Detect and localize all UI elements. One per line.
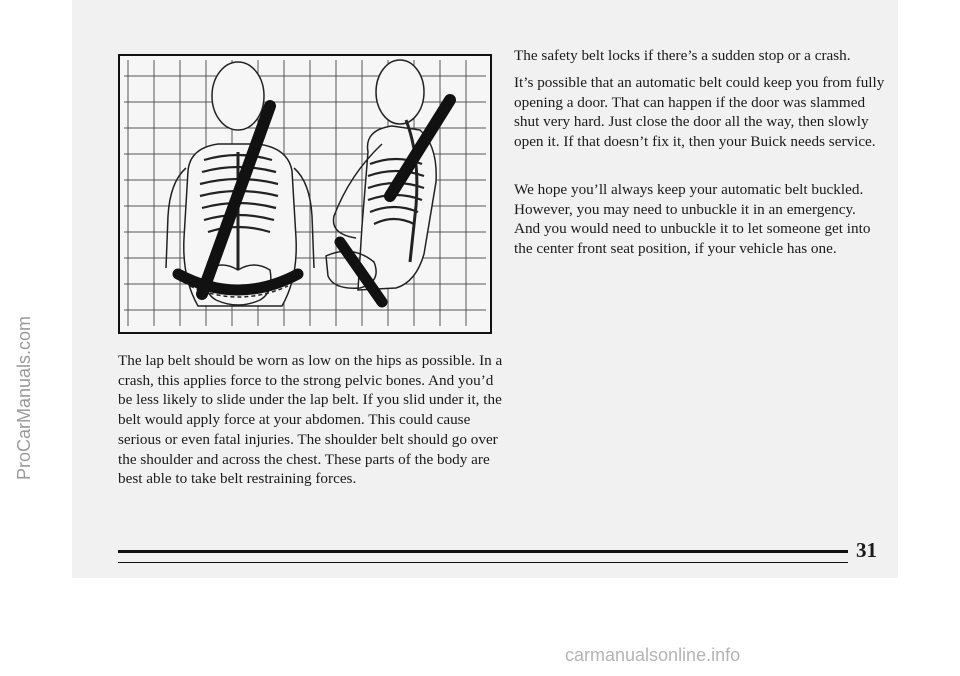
lap-belt-paragraph: The lap belt should be worn as low on the hips as possible. In a crash, this applies force to the strong pelvic bones. And you’d be less likely to slide under the lap belt. If you slid under it, the belt would apply force at your abdomen. This could cause serious or even fatal injuries. The shoulder belt should go over the shoulder and across the chest. These parts of the body are best able to take belt restraining forces. [118, 352, 503, 488]
footer-rule-thin [118, 562, 848, 563]
side-skeleton-icon [326, 60, 450, 302]
illustration-canvas [120, 56, 490, 332]
belt-locks-paragraph: The safety belt locks if there’s a sudden stop or a crash. [514, 47, 851, 64]
footer-rule-thick [118, 550, 848, 553]
keep-buckled-paragraph: We hope you’ll always keep your automatic belt buckled. However, you may need to unbuckle it in an emergency. And you would need to unbuckle it to let someone get into the center front seat position, if your vehicle has one. [514, 181, 871, 258]
door-opening-paragraph: It’s possible that an automatic belt could keep you from fully opening a door. That can happen if the door was slammed shut very hard. Just close the door all the way, then slowly open it. If that doesn’t fix it, then your Buick needs service. [514, 74, 885, 151]
seat-belt-illustration [118, 54, 492, 334]
bottom-watermark: carmanualsonline.info [565, 645, 741, 665]
page-number: 31 [856, 538, 877, 562]
front-skeleton-icon [166, 62, 314, 306]
side-watermark: ProCarManuals.com [14, 315, 34, 480]
